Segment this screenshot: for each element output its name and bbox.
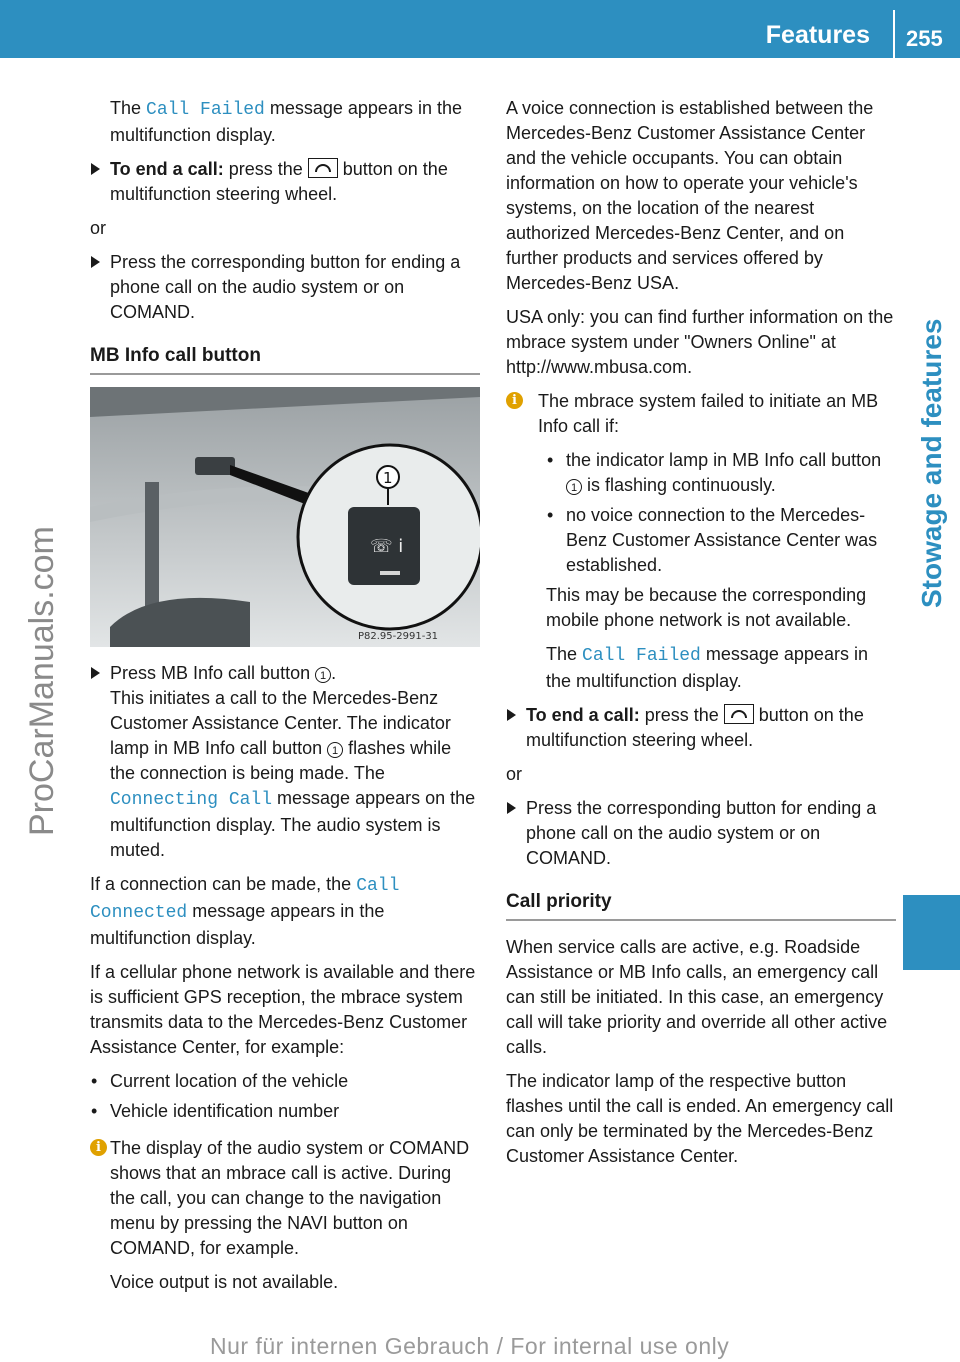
- info-note: i The display of the audio system or COMAND shows that an mbrace call is active. During the call, you can change to the navigation menu by pressing the NAVI button on COMAND, for example. Voice output is not available.: [90, 1136, 480, 1295]
- left-column: [90, 96, 480, 1304]
- paragraph: If a connection can be made, the Call Connected message appears in the multifunction display.: [90, 874, 400, 948]
- callout-1-icon: 1: [315, 667, 331, 683]
- right-column: [506, 96, 896, 1178]
- step-arrow-icon: [91, 256, 100, 268]
- info-icon: i: [506, 392, 523, 409]
- section-title: Features: [765, 21, 870, 49]
- footer-note: Nur für internen Gebrauch / For internal use only: [210, 1333, 730, 1359]
- watermark: ProCarManuals.com: [23, 526, 61, 836]
- paragraph: The indicator lamp of the respective button flashes until the call is ended. An emergency call can only be terminated by the Mercedes-Benz Customer Assistance Center.: [506, 1071, 894, 1166]
- display-message: Call Failed: [146, 100, 265, 120]
- header-divider: [893, 10, 895, 58]
- list-item: • Vehicle identification number: [91, 1101, 340, 1121]
- info-icon: i: [90, 1139, 107, 1156]
- step-arrow-icon: [91, 667, 100, 679]
- step-arrow-icon: [507, 802, 516, 814]
- paragraph: A voice connection is established between the Mercedes-Benz Customer Assistance Center and the vehicle occupants. You can obtain information on how to operate your vehicle's systems, on the location of the nearest authorized Mercedes-Benz Center, and on further products and services offered by Mercedes-Benz USA.: [506, 98, 874, 293]
- section-heading: Call priority: [506, 889, 896, 921]
- paragraph: The Call Failed message appears in the multifunction display.: [110, 98, 462, 145]
- figure-label: P82.95-2991-31: [358, 631, 439, 642]
- instruction-step: To end a call: press the button on the multifunction steering wheel.: [506, 703, 896, 753]
- callout-number: 1: [383, 469, 393, 487]
- callout-1-icon: 1: [566, 479, 582, 495]
- list-item: • Current location of the vehicle: [91, 1071, 349, 1091]
- or-text: or: [90, 218, 107, 238]
- paragraph: When service calls are active, e.g. Roadside Assistance or MB Info calls, an emergency call can still be initiated. In this case, an emergency call will take priority and override all other active calls.: [506, 937, 888, 1057]
- end-call-icon: [724, 704, 754, 724]
- list-item: • the indicator lamp in MB Info call button 1 is flashing continuously.: [547, 450, 882, 495]
- or-text: or: [506, 764, 523, 784]
- display-message: Connecting Call: [110, 790, 273, 810]
- mb-info-button-illustration: [90, 387, 480, 647]
- section-heading: MB Info call button: [90, 343, 480, 375]
- step-arrow-icon: [91, 163, 100, 175]
- paragraph: USA only: you can find further information on the mbrace system under "Owners Online" at http://www.mbusa.com.: [506, 307, 894, 377]
- svg-text:☏ i: ☏ i: [370, 536, 404, 557]
- page-number: 255: [906, 26, 943, 51]
- instruction-step: Press the corresponding button for ending a phone call on the audio system or on COMAND.: [90, 250, 480, 325]
- callout-1-icon: 1: [327, 742, 343, 758]
- list-item: • no voice connection to the Mercedes-Benz Customer Assistance Center was established.: [547, 505, 878, 575]
- instruction-step: To end a call: press the button on the multifunction steering wheel.: [90, 157, 480, 207]
- info-note: i The mbrace system failed to initiate an MB Info call if: • the indicator lamp in MB Info call button 1 is flashing continuously. • no voice connection to the Mercedes-Benz Customer Assistance Center was established. This may be because the corresponding mobile phone network is not available. The Call Failed message appears in the multifunction display.: [506, 389, 896, 694]
- paragraph: If a cellular phone network is available and there is sufficient GPS reception, the mbrace system transmits data to the Mercedes-Benz Customer Assistance Center, for example:: [90, 962, 476, 1057]
- instruction-step: Press MB Info call button 1 . This initiates a call to the Mercedes-Benz Customer Assistance Center. The indicator lamp in MB Info call button 1 flashes while the connection is being made. The Connecting Call message appears on the multifunction display. The audio system is muted.: [90, 661, 480, 863]
- end-call-icon: [308, 158, 338, 178]
- instruction-step: Press the corresponding button for ending a phone call on the audio system or on COMAND.: [506, 796, 896, 871]
- side-tab-marker: [903, 895, 960, 970]
- display-message: Call Failed: [582, 646, 701, 666]
- display-message: Call Connected: [90, 876, 400, 923]
- step-arrow-icon: [507, 709, 516, 721]
- side-tab-label: Stowage and features: [916, 318, 947, 608]
